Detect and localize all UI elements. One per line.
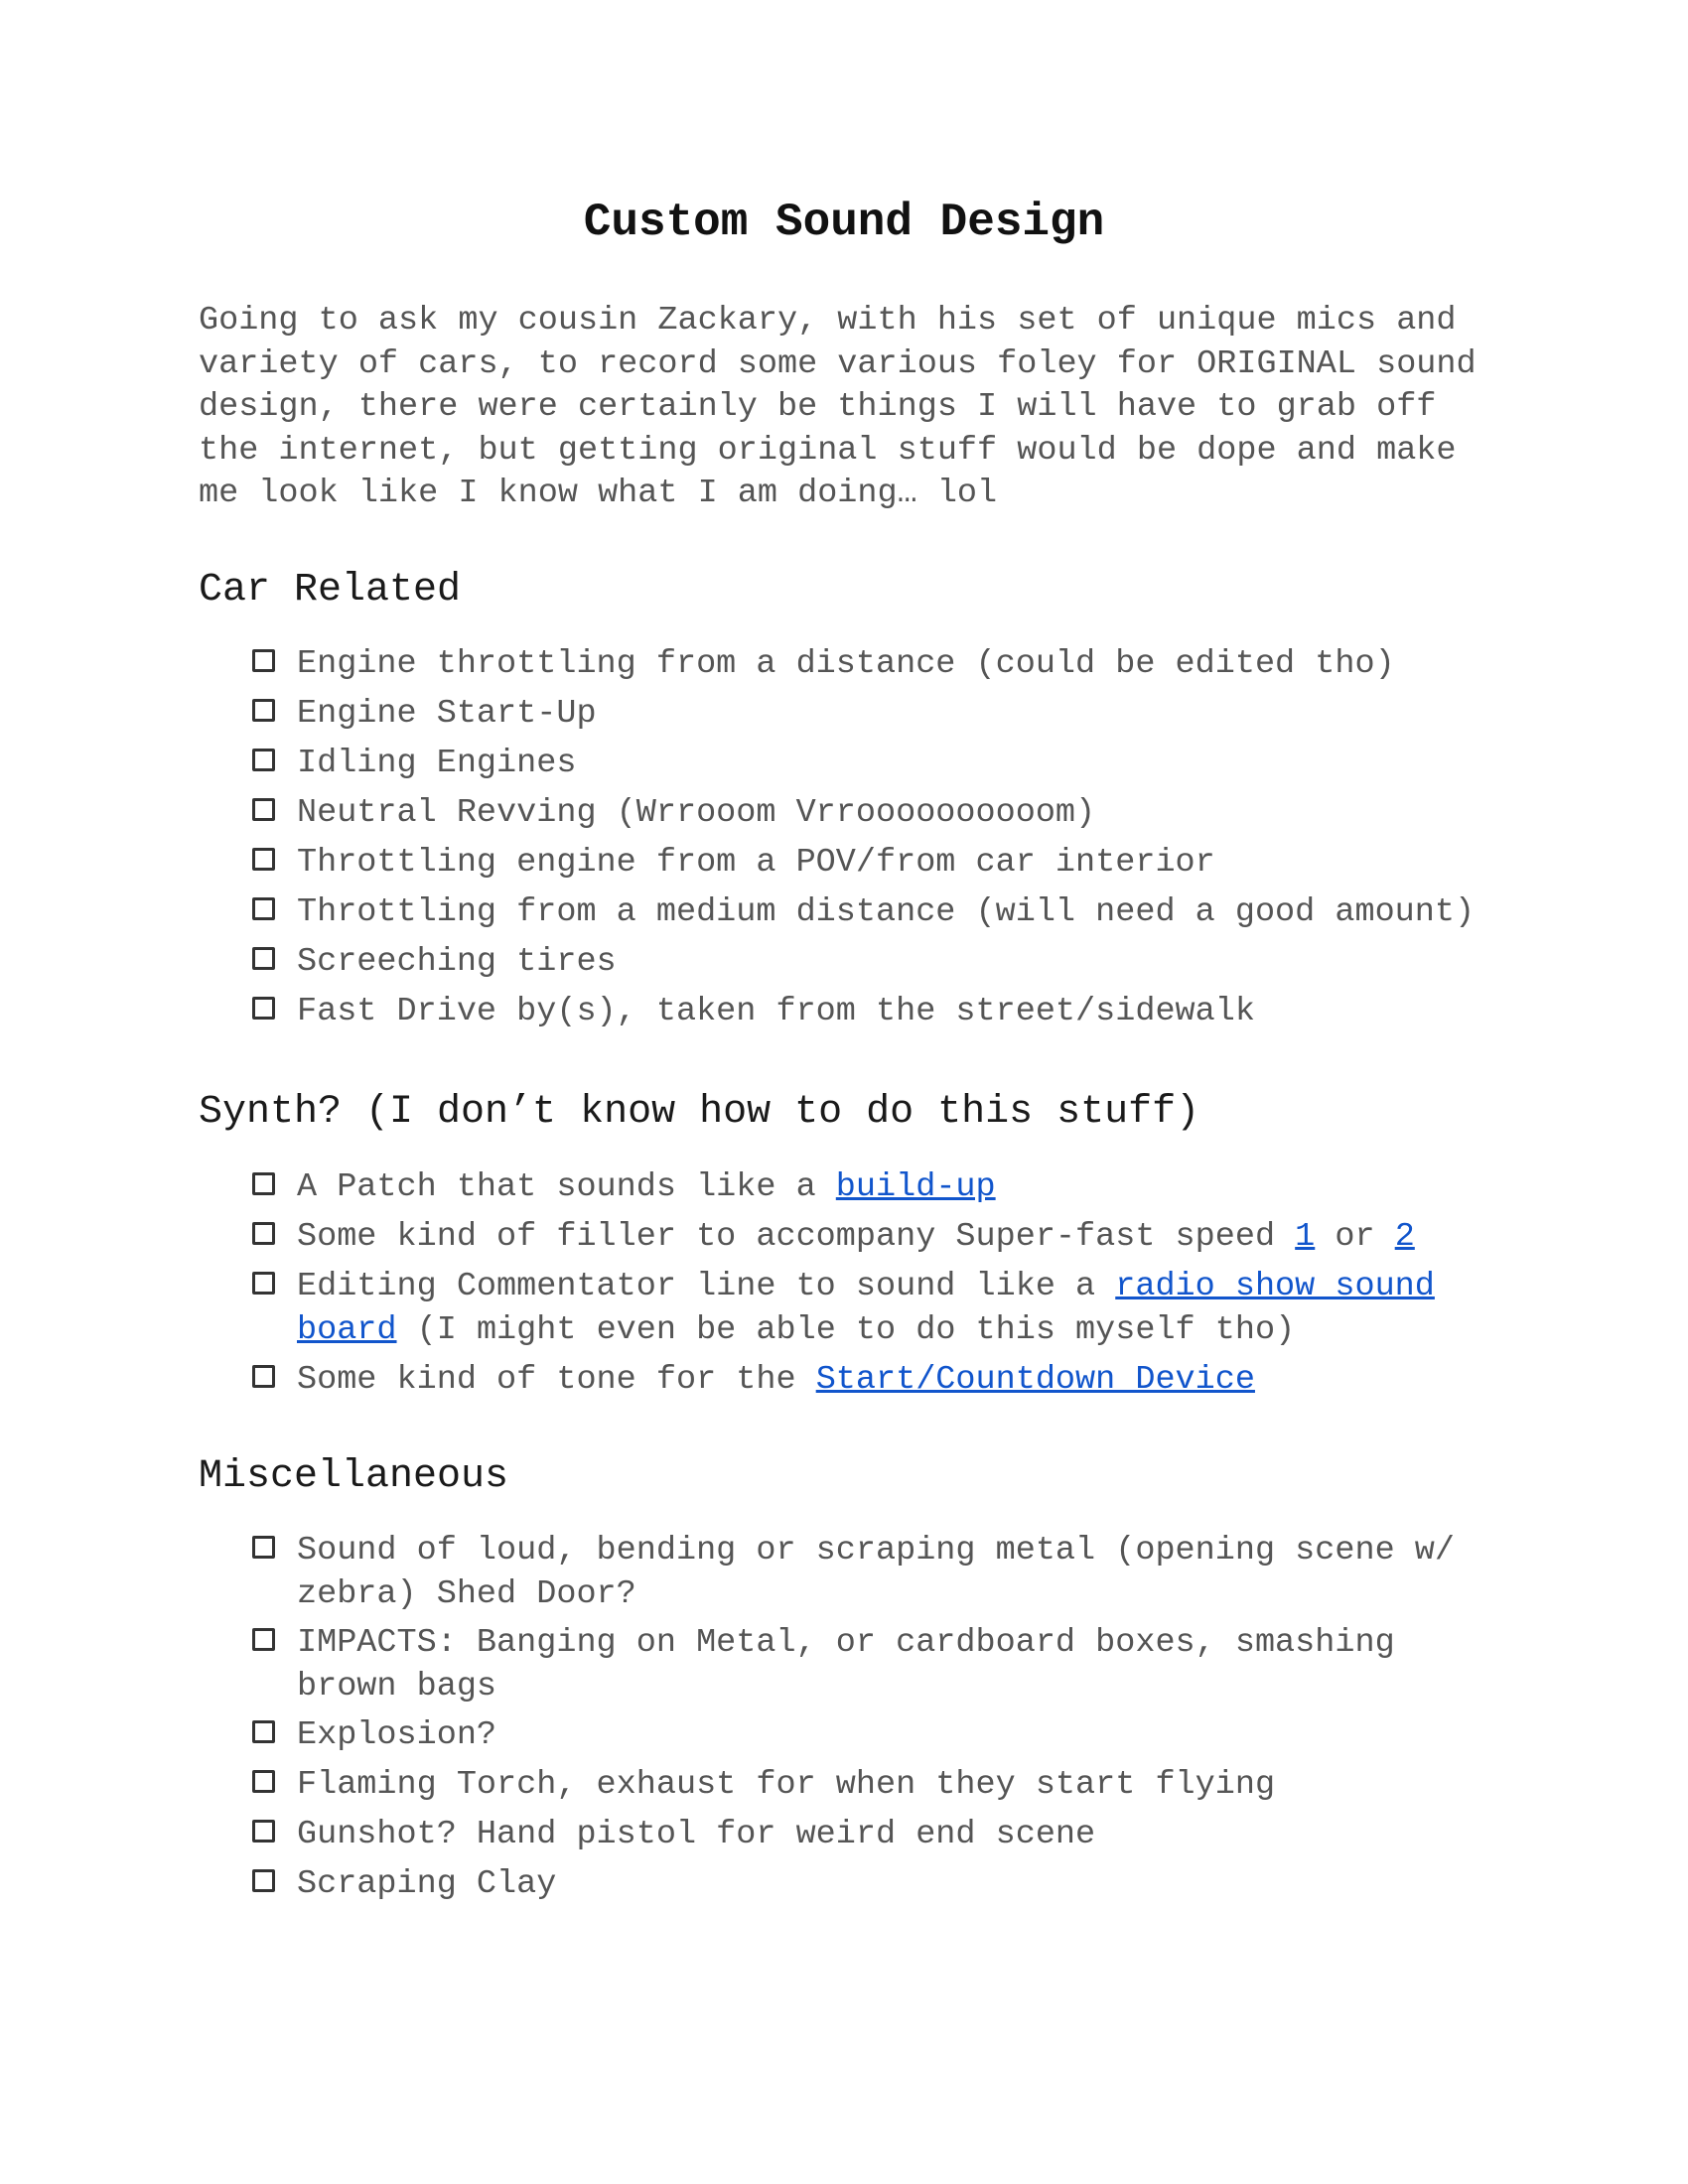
checkbox-icon[interactable] <box>252 649 275 672</box>
checkbox-icon[interactable] <box>252 699 275 722</box>
checklist-item-label: Scraping Clay <box>297 1865 557 1903</box>
checkbox-icon[interactable] <box>252 848 275 871</box>
checklist-item <box>250 1266 1501 1359</box>
checklist-item <box>250 1863 1501 1913</box>
checklist-item-label: A Patch that sounds like a <box>297 1168 836 1206</box>
checklist-item <box>250 1814 1501 1863</box>
checklist-item-label: Gunshot? Hand pistol for weird end scene <box>297 1816 1096 1853</box>
checklist-item <box>250 792 1501 842</box>
intro-paragraph: Going to ask my cousin Zackary, with his set of unique mics and variety of cars, to record some various foley for ORIGINAL sound design, there were certainly be things I will have to grab off the internet, but getting original stuff would be dope and make me look like I know what I am doing… lol <box>199 302 1477 512</box>
checkbox-icon[interactable] <box>252 1770 275 1793</box>
section-heading-synth: Synth? (I don’t know how to do this stuff) <box>199 1090 1200 1135</box>
checkbox-icon[interactable] <box>252 749 275 771</box>
checklist-item <box>250 1166 1501 1216</box>
start-countdown-device-link[interactable]: Start/Countdown Device <box>815 1361 1255 1399</box>
checkbox-icon[interactable] <box>252 1222 275 1245</box>
checklist-item-label: Editing Commentator line to sound like a <box>297 1268 1116 1305</box>
checkbox-icon[interactable] <box>252 1628 275 1651</box>
checkbox-icon[interactable] <box>252 947 275 970</box>
checklist-item <box>250 743 1501 792</box>
checklist-item-label: Some kind of filler to accompany Super-fast speed <box>297 1218 1296 1256</box>
checklist-item <box>250 1216 1501 1266</box>
checklist-item <box>250 842 1501 891</box>
checkbox-icon[interactable] <box>252 1720 275 1743</box>
section-heading-car: Car Related <box>199 568 462 613</box>
checklist-item-label: Engine Start-Up <box>297 695 597 733</box>
speed-link-2[interactable]: 2 <box>1394 1218 1415 1256</box>
build-up-link[interactable]: build-up <box>835 1168 996 1206</box>
checklist-item-label: Throttling engine from a POV/from car interior <box>297 844 1215 882</box>
checklist-item-label: Screeching tires <box>297 943 617 981</box>
checklist-item <box>250 1359 1501 1409</box>
car-checklist <box>250 643 1501 1040</box>
checkbox-icon[interactable] <box>252 1820 275 1843</box>
checkbox-icon[interactable] <box>252 1365 275 1388</box>
checkbox-icon[interactable] <box>252 1869 275 1892</box>
checklist-item <box>250 891 1501 941</box>
checklist-item-label: Explosion? <box>297 1716 497 1754</box>
checkbox-icon[interactable] <box>252 1536 275 1559</box>
checklist-item <box>250 1714 1501 1764</box>
checklist-item <box>250 941 1501 991</box>
checklist-item-label: Idling Engines <box>297 745 577 782</box>
checklist-item-label: Flaming Torch, exhaust for when they start flying <box>297 1766 1276 1804</box>
checklist-item <box>250 643 1501 693</box>
misc-checklist <box>250 1530 1501 1913</box>
checklist-item-label: Sound of loud, bending or scraping metal (opening scene w/ zebra) Shed Door? <box>297 1532 1455 1613</box>
checklist-item <box>250 1530 1501 1622</box>
checklist-item-label: Throttling from a medium distance (will need a good amount) <box>297 893 1476 931</box>
checklist-item-label: Neutral Revving (Wrrooom Vrroooooooooom) <box>297 794 1096 832</box>
checkbox-icon[interactable] <box>252 798 275 821</box>
checklist-item-label: Fast Drive by(s), taken from the street/sidewalk <box>297 993 1255 1030</box>
speed-link-1[interactable]: 1 <box>1295 1218 1316 1256</box>
radio-show-sound-board-link[interactable]: radio show sound board <box>297 1268 1435 1349</box>
checklist-item <box>250 1622 1501 1714</box>
checkbox-icon[interactable] <box>252 1272 275 1295</box>
page-title: Custom Sound Design <box>583 197 1105 248</box>
checklist-item <box>250 991 1501 1040</box>
checklist-item-label: Some kind of tone for the <box>297 1361 816 1399</box>
checklist-item <box>250 693 1501 743</box>
checklist-item-label: IMPACTS: Banging on Metal, or cardboard boxes, smashing brown bags <box>297 1624 1395 1706</box>
checkbox-icon[interactable] <box>252 1172 275 1195</box>
synth-checklist <box>250 1166 1501 1409</box>
checkbox-icon[interactable] <box>252 897 275 920</box>
checklist-item-label: or <box>1315 1218 1395 1256</box>
checklist-item-label: Engine throttling from a distance (could be edited tho) <box>297 645 1395 683</box>
checkbox-icon[interactable] <box>252 997 275 1020</box>
section-heading-misc: Miscellaneous <box>199 1454 509 1499</box>
checklist-item-label: (I might even be able to do this myself tho) <box>396 1310 1296 1349</box>
checklist-item <box>250 1764 1501 1814</box>
